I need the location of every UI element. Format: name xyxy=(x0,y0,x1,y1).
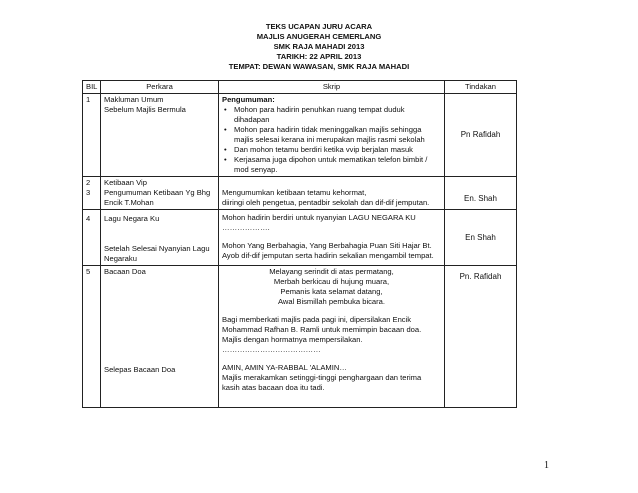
skrip-line: Mengumumkan ketibaan tetamu kehormat, xyxy=(222,188,367,197)
header-event: MAJLIS ANUGERAH CEMERLANG xyxy=(256,32,382,41)
cell-bil: 4 xyxy=(83,210,101,266)
cell-tindakan: En Shah xyxy=(445,210,517,266)
document-header xyxy=(0,22,638,72)
table-row xyxy=(83,210,517,266)
list-item: • Mohon para hadirin tidak meninggalkan majlis sehingga majlis selesai kerana ini merupakan majlis rasmi sekolah xyxy=(234,125,441,145)
col-header-skrip: Skrip xyxy=(219,81,445,94)
skrip-title: Pengumuman: xyxy=(222,95,275,104)
cell-skrip xyxy=(219,210,445,266)
table-header-row xyxy=(83,81,517,94)
list-item: • Dan mohon tetamu berdiri ketika vvip berjalan masuk xyxy=(234,145,441,155)
table-row xyxy=(83,266,517,408)
skrip-line: AMIN, AMIN YA-RABBAL 'ALAMIN… xyxy=(222,363,347,372)
bil-number: 3 xyxy=(86,188,91,197)
col-header-tindakan: Tindakan xyxy=(445,81,517,94)
poem-line: Merbah berkicau di hujung muara, xyxy=(273,277,390,286)
cell-bil: 5 xyxy=(83,266,101,408)
cell-bil: 1 xyxy=(83,94,101,177)
cell-perkara xyxy=(101,177,219,210)
cell-perkara xyxy=(101,210,219,266)
table-row xyxy=(83,94,517,177)
col-header-bil: BIL xyxy=(83,81,101,94)
perkara-line: Sebelum Majlis Bermula xyxy=(104,105,186,114)
col-header-perkara: Perkara xyxy=(101,81,219,94)
perkara-line: Lagu Negara Ku xyxy=(104,214,160,223)
skrip-line: Mohon Yang Berbahagia, Yang Berbahagia Puan Siti Hajar Bt. Ayob dif-dif jemputan serta hadirin sekalian mengambil tempat. xyxy=(222,241,434,260)
perkara-line: Setelah Selesai Nyanyian Lagu Negaraku xyxy=(104,244,210,263)
skrip-line: diiringi oleh pengetua, pentadbir sekolah dan dif-dif jemputan. xyxy=(222,198,430,207)
page-number: 1 xyxy=(544,460,549,471)
list-item: • Mohon para hadirin penuhkan ruang tempat duduk dihadapan xyxy=(234,105,441,125)
header-date: TARIKH: 22 APRIL 2013 xyxy=(276,52,362,61)
list-item: • Kerjasama juga dipohon untuk mematikan telefon bimbit / mod senyap. xyxy=(234,155,441,175)
skrip-dots: ………………………………… xyxy=(222,345,321,354)
skrip-paragraph: Bagi memberkati majlis pada pagi ini, dipersilakan Encik Mohammad Rafhan B. Ramli untuk memimpin bacaan doa. Majlis dengan hormatnya mempersilakan. xyxy=(222,315,422,344)
cell-skrip xyxy=(219,94,445,177)
header-title: TEKS UCAPAN JURU ACARA xyxy=(265,22,373,31)
cell-skrip xyxy=(219,177,445,210)
program-table xyxy=(82,80,517,408)
skrip-line: Mohon hadirin berdiri untuk nyanyian LAGU NEGARA KU xyxy=(222,213,416,222)
skrip-dots: ………………. xyxy=(222,223,270,232)
header-school: SMK RAJA MAHADI 2013 xyxy=(273,42,365,51)
cell-skrip xyxy=(219,266,445,408)
perkara-line: Pengumuman Ketibaan Yg Bhg Encik T.Mohan xyxy=(104,188,211,207)
cell-perkara xyxy=(101,266,219,408)
perkara-line: Bacaan Doa xyxy=(104,267,146,276)
perkara-line: Makluman Umum xyxy=(104,95,164,104)
cell-bil xyxy=(83,177,101,210)
announcement-list xyxy=(222,105,441,175)
cell-tindakan: Pn Rafidah xyxy=(445,94,517,177)
bil-number: 2 xyxy=(86,178,91,187)
cell-tindakan: En. Shah xyxy=(445,177,517,210)
perkara-line: Selepas Bacaan Doa xyxy=(104,365,176,374)
cell-perkara xyxy=(101,94,219,177)
skrip-paragraph: Majlis merakamkan setinggi-tinggi penghargaan dan terima kasih atas bacaan doa itu tadi. xyxy=(222,373,422,392)
table-row xyxy=(83,177,517,210)
poem-line: Melayang serindit di atas permatang, xyxy=(269,267,394,276)
poem-line: Pemanis kata selamat datang, xyxy=(280,287,383,296)
perkara-line: Ketibaan Vip xyxy=(104,178,147,187)
poem-line: Awal Bismillah pembuka bicara. xyxy=(277,297,386,306)
cell-tindakan: Pn. Rafidah xyxy=(445,266,517,408)
header-venue: TEMPAT: DEWAN WAWASAN, SMK RAJA MAHADI xyxy=(228,62,410,71)
